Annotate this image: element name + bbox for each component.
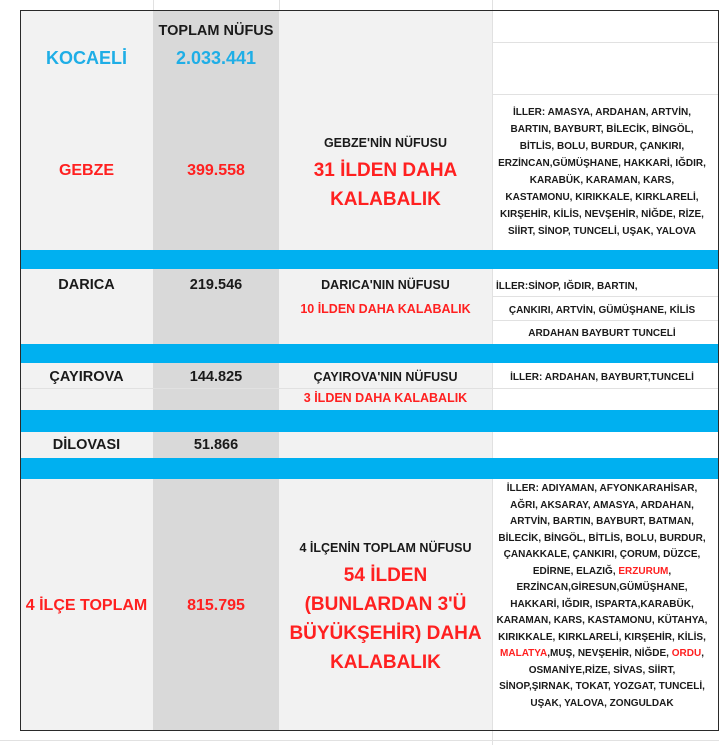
total-population: 815.795: [187, 597, 245, 614]
header-total-population: TOPLAM NÜFUS: [158, 23, 274, 39]
kocaeli-population: 2.033.441: [175, 47, 257, 68]
gebze-name: GEBZE: [58, 162, 115, 179]
dilovasi-name: DİLOVASI: [52, 437, 121, 453]
table-frame: [20, 10, 719, 731]
dilovasi-population: 51.866: [193, 437, 239, 453]
total-provinces-highlight-malatya: MALATYA: [500, 648, 548, 659]
darica-comparison-text: 10 İLDEN DAHA KALABALIK: [300, 302, 471, 316]
cayirova-comparison-text: 3 İLDEN DAHA KALABALIK: [303, 391, 468, 405]
gridline: [279, 0, 280, 10]
gebze-comparison-title: GEBZE'NİN NÜFUSU: [323, 136, 448, 150]
gebze-population: 399.558: [187, 162, 245, 179]
total-comparison-title: 4 İLÇENİN TOPLAM NÜFUSU: [299, 541, 472, 555]
cayirova-comparison-title: ÇAYIROVA'NIN NÜFUSU: [313, 370, 458, 384]
darica-province-line-2: ÇANKIRI, ARTVİN, GÜMÜŞHANE, KİLİS: [508, 304, 696, 316]
darica-province-line-3: ARDAHAN BAYBURT TUNCELİ: [528, 327, 676, 339]
cayirova-name: ÇAYIROVA: [49, 369, 124, 385]
total-name: 4 İLÇE TOPLAM: [25, 597, 148, 614]
gebze-province-list: İLLER: AMASYA, ARDAHAN, ARTVİN, BARTIN, BAYBURT, BİLECİK, BİNGÖL, BİTLİS, BOLU, BURDUR, ÇANKIRI, ERZİNCAN,GÜMÜŞHANE, HAKKARİ, IĞDIR, KARABÜK, KARAMAN, KARS, KASTAMONU, KIRIKKALE, KIRKLARELİ, KIRŞEHİR, KİLİS, NEVŞEHİR, NİĞDE, RİZE, SİİRT, SİNOP, TUNCELİ, UŞAK, YALOVA: [498, 107, 706, 237]
darica-comparison-title: DARICA'NIN NÜFUSU: [321, 278, 450, 292]
gridline: [0, 740, 719, 741]
darica-name: DARICA: [58, 277, 115, 293]
total-provinces-highlight-erzurum: ERZURUM: [618, 565, 669, 577]
total-provinces-text-2: , ERZİNCAN,GİRESUN,GÜMÜŞHANE, HAKKARİ, IĞDIR, ISPARTA,KARABÜK, KARAMAN, KARS, KASTAMONU, KÜTAHYA, KIRIKKALE, KIRKLARELİ, KIRŞEHİR, KİLİS,: [496, 565, 708, 643]
cayirova-population: 144.825: [189, 369, 243, 385]
total-provinces-text-3: ,MUŞ, NEVŞEHİR, NİĞDE,: [547, 648, 669, 659]
gridline: [153, 0, 154, 10]
darica-province-line-1: İLLER:SİNOP, IĞDIR, BARTIN,: [496, 280, 638, 292]
total-provinces-text-4: , OSMANİYE,RİZE, SİVAS, SİİRT, SİNOP,ŞIRNAK, TOKAT, YOZGAT, TUNCELİ, UŞAK, YALOVA, ZONGULDAK: [499, 648, 705, 709]
total-provinces-highlight-ordu: ORDU: [671, 648, 702, 659]
total-comparison-text: 54 İLDEN (BUNLARDAN 3'Ü BÜYÜKŞEHİR) DAHA KALABALIK: [289, 565, 482, 673]
cayirova-province-list: İLLER: ARDAHAN, BAYBURT,TUNCELİ: [510, 371, 694, 383]
gebze-comparison-text: 31 İLDEN DAHA KALABALIK: [313, 160, 458, 210]
kocaeli-name: KOCAELİ: [46, 47, 127, 68]
darica-population: 219.546: [189, 277, 243, 293]
total-provinces-text-1: İLLER: ADIYAMAN, AFYONKARAHİSAR, AĞRI, AKSARAY, AMASYA, ARDAHAN, ARTVİN, BARTIN, BAYBURT, BATMAN, BİLECİK, BİNGÖL, BİTLİS, BOLU, BURDUR, ÇANAKKALE, ÇANKIRI, ÇORUM, DÜZCE, EDİRNE, ELAZIĞ,: [498, 483, 706, 577]
